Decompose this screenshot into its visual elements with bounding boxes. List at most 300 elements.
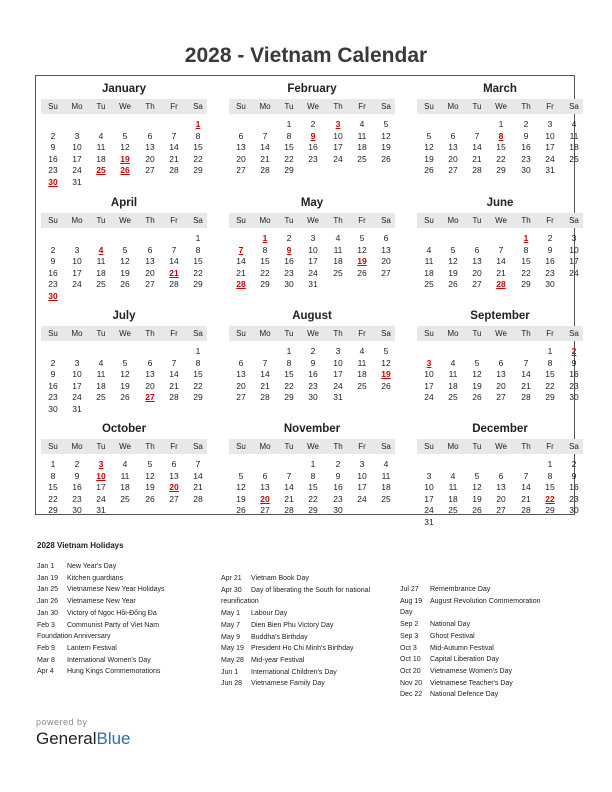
calendar-day: 16 — [569, 369, 579, 379]
calendar-day: 2 — [50, 357, 56, 368]
calendar-day: 3 — [359, 459, 365, 469]
weekday-label: Tu — [96, 442, 106, 451]
holiday-item-date: Dec 22 — [400, 691, 423, 699]
weekday-label: Su — [424, 216, 434, 225]
calendar-day: 14 — [260, 369, 270, 379]
calendar-day: 5 — [238, 470, 244, 481]
calendar-day: 12 — [472, 482, 482, 492]
holiday-item — [221, 573, 401, 585]
calendar-day: 9 — [571, 357, 577, 368]
calendar-day: 9 — [50, 256, 56, 266]
calendar-day: 26 — [381, 380, 391, 391]
month-title: April — [110, 197, 138, 209]
calendar-day: 17 — [96, 482, 106, 492]
holiday-item — [221, 608, 401, 620]
generalblue-logo[interactable] — [36, 729, 131, 749]
calendar-day: 12 — [448, 256, 458, 266]
calendar-day: 31 — [545, 165, 555, 175]
calendar-day: 27 — [145, 279, 155, 289]
calendar-day: 4 — [359, 119, 365, 129]
calendar-day: 20 — [145, 153, 155, 164]
calendar-day: 19 — [472, 380, 482, 391]
calendar-day: 5 — [122, 244, 128, 255]
calendar-day: 1 — [547, 346, 553, 356]
holiday-item-date: Apr 30 — [221, 586, 242, 594]
calendar-day: 28 — [284, 505, 294, 515]
holiday-date: 28 — [236, 279, 246, 289]
calendar-day: 11 — [357, 130, 367, 141]
holiday-item — [400, 584, 580, 596]
calendar-day: 26 — [357, 267, 367, 278]
weekday-label: Th — [333, 329, 343, 338]
holiday-column — [221, 573, 401, 690]
calendar-day: 28 — [521, 505, 531, 515]
weekday-label: We — [119, 329, 131, 338]
calendar-day: 22 — [48, 493, 58, 504]
holiday-item-date: Feb 9 — [37, 644, 55, 652]
calendar-day: 23 — [48, 392, 58, 402]
weekday-label: Su — [48, 216, 58, 225]
calendar-day: 3 — [571, 233, 577, 243]
calendar-day: 9 — [523, 130, 529, 141]
weekday-label: Tu — [96, 216, 106, 225]
calendar-day: 20 — [145, 267, 155, 278]
holiday-item-date: Jul 27 — [400, 586, 419, 593]
calendar-day: 29 — [496, 165, 506, 175]
calendar-day: 7 — [474, 130, 480, 141]
weekday-label: Sa — [569, 329, 579, 338]
calendar-day: 2 — [50, 130, 56, 141]
weekday-label: We — [495, 329, 507, 338]
weekday-label: We — [495, 102, 507, 111]
weekday-label: Th — [145, 216, 155, 225]
holiday-date: 26 — [120, 165, 130, 175]
month-title: February — [287, 83, 337, 95]
holiday-item-name: New Year's Day — [67, 563, 117, 570]
holiday-item — [400, 689, 580, 701]
calendar-day: 8 — [262, 244, 268, 255]
calendar-day: 30 — [545, 279, 555, 289]
holiday-item-date: Oct 10 — [400, 656, 421, 664]
calendar-day: 27 — [236, 165, 246, 175]
calendar-day: 12 — [120, 142, 130, 152]
holiday-date: 10 — [96, 470, 106, 481]
weekday-label: Th — [145, 442, 155, 451]
holiday-date: 3 — [426, 357, 432, 368]
calendar-day: 27 — [448, 165, 458, 175]
calendar-day: 31 — [308, 279, 318, 289]
calendar-day: 22 — [193, 153, 203, 164]
weekday-label: Fr — [546, 442, 554, 451]
calendar-day: 10 — [72, 256, 82, 266]
calendar-day: 10 — [333, 130, 343, 141]
holiday-item-date: Oct 3 — [400, 644, 417, 652]
calendar-day: 9 — [571, 470, 577, 481]
calendar-day: 5 — [474, 357, 480, 368]
holiday-item-name: Kitchen guardians — [67, 574, 124, 582]
calendar-day: 25 — [96, 279, 106, 289]
calendar-day: 29 — [308, 505, 318, 515]
calendar-day: 21 — [169, 153, 179, 164]
calendar-day: 29 — [521, 279, 531, 289]
weekday-header — [229, 99, 395, 114]
calendar-day: 27 — [496, 505, 506, 515]
calendar-day: 31 — [96, 505, 106, 515]
calendar-day: 6 — [238, 357, 244, 368]
weekday-label: Su — [424, 442, 434, 451]
calendar-day: 30 — [333, 505, 343, 515]
calendar-day: 19 — [120, 267, 130, 278]
calendar-day: 28 — [260, 165, 270, 175]
calendar-day: 8 — [50, 470, 56, 481]
calendar-day: 11 — [120, 470, 130, 481]
holiday-date: 1 — [523, 233, 529, 243]
calendar-day: 24 — [72, 392, 82, 402]
calendar-day: 4 — [450, 470, 456, 481]
calendar-day: 28 — [169, 279, 179, 289]
calendar-day: 27 — [236, 392, 246, 402]
calendar-day: 27 — [145, 165, 155, 175]
calendar-day: 1 — [195, 346, 201, 356]
calendar-day: 5 — [359, 233, 365, 243]
calendar-day: 20 — [145, 380, 155, 391]
calendar-day: 19 — [236, 493, 246, 504]
holiday-date: 2 — [571, 346, 577, 356]
calendar-day: 31 — [72, 403, 82, 414]
calendar-day: 15 — [260, 256, 270, 266]
calendar-day: 4 — [383, 459, 389, 469]
month-title: November — [283, 423, 341, 435]
calendar-day: 11 — [448, 482, 458, 492]
holiday-column — [400, 584, 580, 701]
calendar-day: 13 — [236, 142, 246, 152]
calendar-day: 2 — [523, 119, 529, 129]
calendar-day: 15 — [193, 142, 203, 152]
calendar-day: 30 — [521, 165, 531, 175]
calendar-day: 20 — [496, 380, 506, 391]
calendar-day: 18 — [569, 142, 579, 152]
weekday-label: Su — [48, 329, 58, 338]
calendar-day: 11 — [96, 256, 106, 266]
calendar-day: 27 — [260, 505, 270, 515]
holiday-item-date: May 9 — [221, 633, 241, 641]
weekday-label: Tu — [284, 442, 294, 451]
holiday-item — [37, 631, 217, 643]
holiday-item-name: Dien Bien Phu Victory Day — [251, 621, 334, 629]
calendar-day: 15 — [48, 482, 58, 492]
calendar-day: 15 — [496, 142, 506, 152]
calendar-day: 16 — [545, 256, 555, 266]
calendar-day: 5 — [122, 357, 128, 368]
calendar-day: 16 — [284, 256, 294, 266]
holiday-item-date: Jan 1 — [37, 563, 55, 570]
calendar-day: 29 — [48, 505, 58, 515]
calendar-day: 7 — [262, 130, 268, 141]
calendar-day: 14 — [260, 142, 270, 152]
holiday-item-date: Jan 26 — [37, 598, 59, 606]
holiday-item-name: Ghost Festival — [430, 632, 475, 640]
calendar-day: 12 — [357, 244, 367, 255]
calendar-day: 26 — [448, 279, 458, 289]
calendar-day: 29 — [284, 392, 294, 402]
holiday-item-name: International Women's Day — [67, 656, 151, 664]
weekday-label: Tu — [284, 216, 294, 225]
weekday-label: Th — [333, 442, 343, 451]
calendar-day: 25 — [357, 380, 367, 391]
calendar-day: 8 — [286, 130, 292, 141]
calendar-day: 21 — [260, 153, 270, 164]
weekday-label: Tu — [284, 102, 294, 111]
calendar-day: 12 — [381, 357, 391, 368]
weekday-label: We — [495, 216, 507, 225]
weekday-header — [417, 326, 583, 341]
weekday-label: Fr — [358, 216, 366, 225]
holiday-item-date: Oct 20 — [400, 667, 421, 675]
holiday-item — [221, 620, 401, 632]
calendar-day: 2 — [335, 459, 341, 469]
holiday-item-name: Vietnamese Teacher's Day — [430, 679, 513, 687]
calendar-day: 8 — [310, 470, 316, 481]
calendar-day: 25 — [569, 153, 579, 164]
weekday-label: Sa — [193, 329, 203, 338]
holiday-item — [37, 573, 217, 585]
calendar-day: 19 — [472, 493, 482, 504]
calendar-day: 23 — [521, 153, 531, 164]
calendar-day: 10 — [72, 369, 82, 379]
month-title: March — [483, 83, 517, 95]
holiday-date: 19 — [120, 153, 130, 164]
holiday-date: 22 — [545, 493, 555, 504]
brand-blue: Blue — [96, 729, 131, 748]
calendar-day: 24 — [308, 267, 318, 278]
calendar-day: 13 — [448, 142, 458, 152]
calendar-day: 31 — [424, 516, 434, 527]
month-title: July — [112, 310, 136, 322]
calendar-day: 22 — [545, 380, 555, 391]
calendar-day: 15 — [193, 369, 203, 379]
calendar-day: 26 — [472, 505, 482, 515]
calendar-day: 10 — [357, 470, 367, 481]
calendar-day: 21 — [284, 493, 294, 504]
calendar-day: 22 — [193, 380, 203, 391]
calendar-day: 14 — [521, 482, 531, 492]
holiday-item-name: reunification — [221, 598, 259, 606]
holiday-item-name: Vietnamese Family Day — [251, 680, 325, 688]
weekday-header — [229, 213, 395, 228]
calendar-day: 24 — [96, 493, 106, 504]
calendar-day: 17 — [569, 256, 579, 266]
calendar-day: 4 — [571, 119, 577, 129]
calendar-day: 14 — [193, 470, 203, 481]
holiday-item-name: Buddha's Birthday — [251, 633, 308, 641]
calendar-day: 18 — [96, 153, 106, 164]
calendar-day: 9 — [547, 244, 553, 255]
calendar-day: 19 — [448, 267, 458, 278]
calendar-day: 25 — [357, 153, 367, 164]
month-title: October — [101, 423, 147, 435]
weekday-label: Su — [236, 216, 246, 225]
holiday-date: 21 — [169, 267, 179, 278]
weekday-label: Tu — [96, 102, 106, 111]
calendar-day: 16 — [308, 369, 318, 379]
holiday-date: 7 — [238, 244, 244, 255]
calendar-day: 8 — [195, 130, 201, 141]
holiday-item-date: Aug 19 — [400, 597, 423, 605]
holiday-item-date: May 19 — [221, 645, 244, 653]
calendar-day: 18 — [357, 142, 367, 152]
calendar-day: 25 — [424, 279, 434, 289]
calendar-day: 18 — [448, 493, 458, 504]
calendar-day: 6 — [474, 244, 480, 255]
calendar-day: 30 — [284, 279, 294, 289]
calendar-day: 29 — [193, 279, 203, 289]
calendar-day: 17 — [357, 482, 367, 492]
calendar-day: 5 — [383, 346, 389, 356]
calendar-day: 4 — [426, 244, 432, 255]
calendar-day: 1 — [498, 119, 504, 129]
weekday-header — [417, 439, 583, 454]
weekday-header — [417, 99, 583, 114]
holiday-item-name: Labour Day — [251, 610, 288, 618]
calendar-day: 13 — [145, 142, 155, 152]
month-title: December — [472, 423, 528, 435]
calendar-day: 2 — [286, 233, 292, 243]
holiday-item-date: May 1 — [221, 610, 241, 618]
weekday-label: Su — [48, 102, 58, 111]
calendar-day: 23 — [569, 493, 579, 504]
weekday-label: Su — [48, 442, 58, 451]
holiday-item — [37, 666, 217, 678]
calendar-day: 18 — [96, 380, 106, 391]
brand-general: General — [36, 729, 97, 748]
calendar-day: 3 — [74, 244, 80, 255]
calendar-day: 22 — [193, 267, 203, 278]
calendar-day: 13 — [381, 244, 391, 255]
calendar-day: 8 — [286, 357, 292, 368]
holiday-item — [37, 584, 217, 596]
holidays-title: 2028 Vietnam Holidays — [37, 541, 124, 550]
month-title: January — [101, 83, 147, 95]
calendar-day: 3 — [74, 357, 80, 368]
calendar-day: 21 — [236, 267, 246, 278]
holiday-date: 20 — [169, 482, 179, 492]
holiday-item-name: Mid-Autumn Festival — [430, 644, 494, 652]
calendar-day: 14 — [169, 142, 179, 152]
calendar-day: 7 — [171, 357, 177, 368]
holiday-item-date: Sep 2 — [400, 621, 419, 629]
calendar-day: 12 — [145, 470, 155, 481]
weekday-label: Th — [521, 102, 531, 111]
weekday-label: Mo — [259, 442, 271, 451]
holiday-item — [400, 631, 580, 643]
holiday-item-name: Capital Liberation Day — [430, 656, 499, 664]
calendar-day: 29 — [193, 165, 203, 175]
calendar-day: 15 — [284, 369, 294, 379]
calendar-day: 20 — [236, 380, 246, 391]
holiday-date: 30 — [48, 290, 58, 301]
weekday-label: Fr — [358, 329, 366, 338]
calendar-day: 4 — [122, 459, 128, 469]
calendar-day: 24 — [72, 165, 82, 175]
holiday-item — [221, 643, 401, 655]
weekday-header — [41, 326, 207, 341]
holiday-date: 20 — [260, 493, 270, 504]
weekday-label: Fr — [546, 216, 554, 225]
calendar-day: 25 — [381, 493, 391, 504]
calendar-day: 20 — [496, 493, 506, 504]
calendar-day: 15 — [284, 142, 294, 152]
calendar-day: 30 — [569, 505, 579, 515]
holiday-item-date: Jan 19 — [37, 574, 59, 582]
calendar-day: 7 — [286, 470, 292, 481]
calendar-day: 10 — [545, 130, 555, 141]
calendar-day: 14 — [496, 256, 506, 266]
holiday-item — [400, 619, 580, 631]
holiday-item — [221, 667, 401, 679]
holiday-item — [400, 666, 580, 678]
holiday-item-name: Victory of Ngọc Hồi-Đống Đa — [67, 609, 157, 617]
calendar-day: 2 — [547, 233, 553, 243]
weekday-label: We — [307, 216, 319, 225]
calendar-day: 27 — [496, 392, 506, 402]
calendar-day: 18 — [96, 267, 106, 278]
calendar-day: 19 — [381, 142, 391, 152]
calendar-day: 10 — [424, 369, 434, 379]
calendar-day: 5 — [426, 130, 432, 141]
weekday-label: Tu — [284, 329, 294, 338]
weekday-label: Tu — [472, 216, 482, 225]
holiday-item — [221, 585, 401, 597]
weekday-label: Fr — [170, 102, 178, 111]
weekday-label: Su — [236, 329, 246, 338]
calendar-day: 14 — [169, 256, 179, 266]
calendar-day: 18 — [357, 369, 367, 379]
holiday-item-name: Vietnam Book Day — [251, 575, 309, 582]
calendar-day: 8 — [195, 244, 201, 255]
holiday-item-name: National Defence Day — [430, 691, 499, 699]
weekday-label: Sa — [381, 329, 391, 338]
calendar-day: 16 — [72, 482, 82, 492]
calendar-day: 11 — [448, 369, 458, 379]
calendar-day: 27 — [472, 279, 482, 289]
calendar-day: 6 — [450, 130, 456, 141]
holiday-date: 27 — [145, 392, 155, 402]
weekday-label: Su — [236, 442, 246, 451]
calendar-day: 21 — [472, 153, 482, 164]
holiday-item-name: Day — [400, 609, 413, 617]
calendar-day: 9 — [335, 470, 341, 481]
weekday-header — [41, 99, 207, 114]
calendar-day: 26 — [381, 153, 391, 164]
weekday-label: Th — [521, 442, 531, 451]
weekday-label: Tu — [472, 442, 482, 451]
weekday-label: Th — [145, 102, 155, 111]
calendar-day: 4 — [450, 357, 456, 368]
calendar-day: 1 — [286, 346, 292, 356]
calendar-day: 23 — [284, 267, 294, 278]
calendar-day: 2 — [50, 244, 56, 255]
calendar-day: 26 — [424, 165, 434, 175]
calendar-day: 14 — [236, 256, 246, 266]
holiday-item — [37, 643, 217, 655]
weekday-label: Mo — [71, 329, 83, 338]
calendar-day: 12 — [381, 130, 391, 141]
calendar-day: 9 — [74, 470, 80, 481]
calendar-day: 29 — [545, 505, 555, 515]
calendar-day: 1 — [50, 459, 56, 469]
calendar-day: 4 — [98, 130, 104, 141]
weekday-label: Th — [145, 329, 155, 338]
